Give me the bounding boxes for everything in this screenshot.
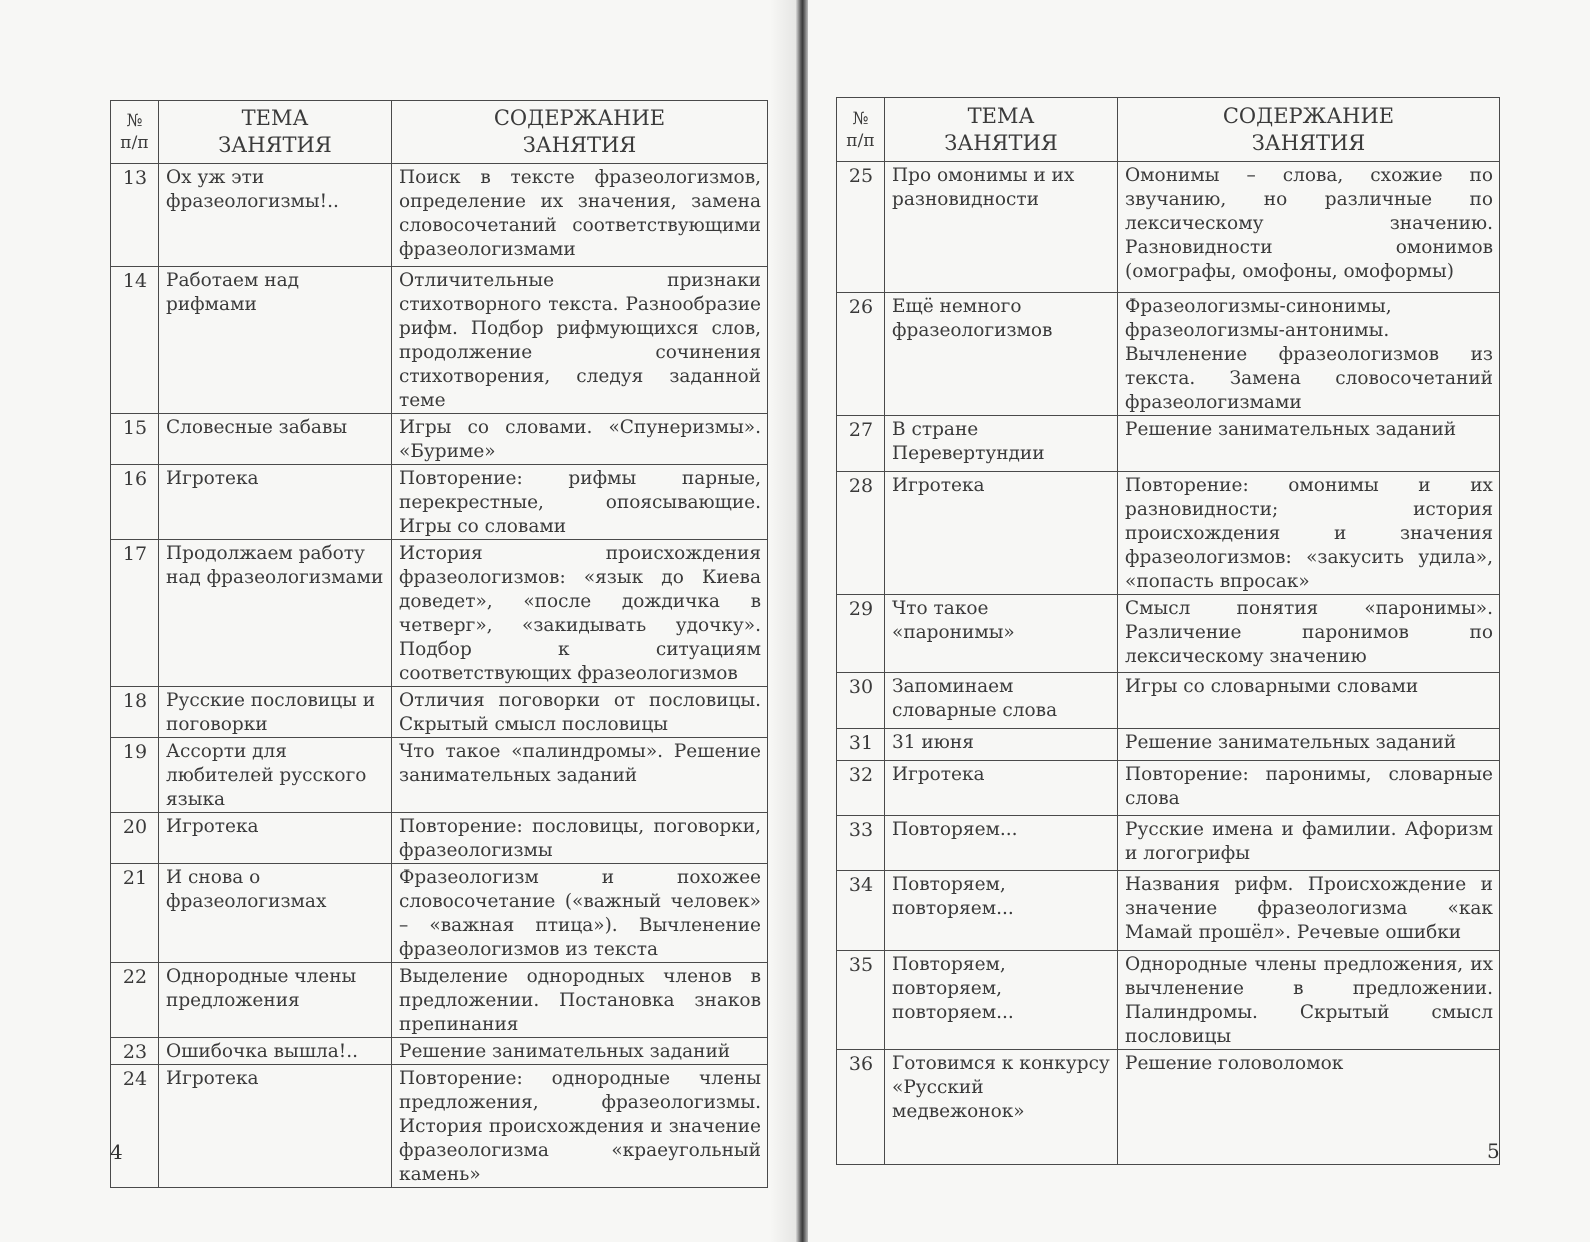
row-content: Игры со словами. «Спунеризмы». «Буриме» (392, 414, 768, 465)
header-number (837, 98, 885, 162)
header-topic (885, 98, 1118, 162)
header-number-line1: № (126, 111, 143, 131)
row-number: 31 (837, 729, 885, 761)
row-content: Что такое «палиндромы». Решение занимательных заданий (392, 738, 768, 813)
row-topic: Ох уж эти фразеологизмы!.. (159, 164, 392, 267)
row-content: История происхождения фразеологизмов: «язык до Киева доведет», «после дождичка в четверг», «закидывать удочку». Подбор к ситуациям соответствующих фразеологизмов (392, 540, 768, 687)
row-content: Названия рифм. Происхождение и значение фразеологизма «как Мамай прошёл». Речевые ошибки (1118, 871, 1500, 951)
row-content: Игры со словарными словами (1118, 673, 1500, 729)
row-topic: Повторяем, повторяем, повторяем... (885, 951, 1118, 1050)
header-content-line2: ЗАНЯТИЯ (1251, 130, 1366, 155)
header-topic-line2: ЗАНЯТИЯ (944, 130, 1058, 155)
row-topic: Игротека (885, 761, 1118, 816)
row-number: 35 (837, 951, 885, 1050)
header-number-line2: п/п (846, 130, 875, 151)
row-topic: Словесные забавы (159, 414, 392, 465)
row-number: 26 (837, 293, 885, 416)
row-topic: Игротека (159, 1065, 392, 1188)
table-row (837, 472, 1500, 595)
header-content (392, 101, 768, 164)
row-topic: Игротека (159, 465, 392, 540)
row-topic: Готовимся к конкурсу «Русский медвежонок» (885, 1050, 1118, 1165)
row-number: 27 (837, 416, 885, 472)
table-row (837, 729, 1500, 761)
row-content: Смысл понятия «паронимы». Различение паронимов по лексическому значению (1118, 595, 1500, 673)
row-topic: Что такое «паронимы» (885, 595, 1118, 673)
lessons-table-left (110, 100, 768, 1188)
table-row (837, 761, 1500, 816)
table-row (837, 1050, 1500, 1165)
header-number (111, 101, 159, 164)
row-number: 21 (111, 864, 159, 963)
table-row (111, 864, 768, 963)
row-content: Решение занимательных заданий (392, 1038, 768, 1065)
row-topic: Ассорти для любителей русского языка (159, 738, 392, 813)
book-spine (796, 0, 808, 1242)
row-content: Решение занимательных заданий (1118, 416, 1500, 472)
row-topic: Запоминаем словарные слова (885, 673, 1118, 729)
header-number-line1: № (852, 108, 869, 129)
row-topic: Про омонимы и их разновидности (885, 162, 1118, 293)
row-number: 32 (837, 761, 885, 816)
table-row (111, 687, 768, 738)
row-content: Отличительные признаки стихотворного текста. Разнообразие рифм. Подбор рифмующихся слов, продолжение сочинения стихотворения, следуя заданной теме (392, 267, 768, 414)
row-content: Однородные члены предложения, их вычленение в предложении. Палиндромы. Скрытый смысл пословицы (1118, 951, 1500, 1050)
row-topic: Повторяем... (885, 816, 1118, 871)
table-row (111, 963, 768, 1038)
row-content: Русские имена и фамилии. Афоризм и логогрифы (1118, 816, 1500, 871)
row-number: 20 (111, 813, 159, 864)
header-number-line2: п/п (120, 133, 149, 153)
row-number: 16 (111, 465, 159, 540)
table-row (111, 1065, 768, 1188)
row-topic: Игротека (885, 472, 1118, 595)
row-number: 36 (837, 1050, 885, 1165)
header-content-line1: СОДЕРЖАНИЕ (493, 106, 666, 130)
row-number: 33 (837, 816, 885, 871)
table-row (111, 164, 768, 267)
row-topic: В стране Перевертундии (885, 416, 1118, 472)
table-header-row (837, 98, 1500, 162)
header-topic (159, 101, 392, 164)
table-row (111, 540, 768, 687)
table-row (111, 1038, 768, 1065)
row-number: 15 (111, 414, 159, 465)
row-content: Решение головоломок (1118, 1050, 1500, 1165)
header-topic-line1: ТЕМА (967, 103, 1035, 128)
row-number: 25 (837, 162, 885, 293)
row-number: 29 (837, 595, 885, 673)
row-number: 14 (111, 267, 159, 414)
table-row (837, 416, 1500, 472)
table-row (111, 267, 768, 414)
table-row (837, 816, 1500, 871)
table-header-row (111, 101, 768, 164)
table-row (837, 293, 1500, 416)
table-row (837, 595, 1500, 673)
row-number: 28 (837, 472, 885, 595)
table-row (111, 465, 768, 540)
page-number-left: 4 (110, 1140, 123, 1164)
row-content: Омонимы – слова, схожие по звучанию, но различные по лексическому значению. Разновидности омонимов (омографы, омофоны, омоформы) (1118, 162, 1500, 293)
table-row (111, 414, 768, 465)
row-number: 17 (111, 540, 159, 687)
table-row (111, 738, 768, 813)
table-row (837, 162, 1500, 293)
row-topic: Игротека (159, 813, 392, 864)
row-content: Решение занимательных заданий (1118, 729, 1500, 761)
table-row (837, 871, 1500, 951)
row-topic: Работаем над рифмами (159, 267, 392, 414)
row-content: Повторение: паронимы, словарные слова (1118, 761, 1500, 816)
row-topic: Ещё немного фразеологизмов (885, 293, 1118, 416)
row-number: 24 (111, 1065, 159, 1188)
row-number: 22 (111, 963, 159, 1038)
row-topic: Однородные члены предложения (159, 963, 392, 1038)
row-topic: Повторяем, повторяем... (885, 871, 1118, 951)
header-topic-line1: ТЕМА (241, 106, 309, 130)
row-topic: 31 июня (885, 729, 1118, 761)
row-content: Выделение однородных членов в предложении. Постановка знаков препинания (392, 963, 768, 1038)
row-topic: Продолжаем работу над фразеологизмами (159, 540, 392, 687)
header-content-line1: СОДЕРЖАНИЕ (1222, 103, 1395, 128)
row-topic: Ошибочка вышла!.. (159, 1038, 392, 1065)
row-content: Отличия поговорки от пословицы. Скрытый смысл пословицы (392, 687, 768, 738)
header-content-line2: ЗАНЯТИЯ (522, 133, 637, 157)
row-number: 13 (111, 164, 159, 267)
header-content (1118, 98, 1500, 162)
row-number: 18 (111, 687, 159, 738)
page-number-right: 5 (1487, 1139, 1500, 1163)
row-content: Повторение: однородные члены предложения, фразеологизмы. История происхождения и значение фразеологизма «краеугольный камень» (392, 1065, 768, 1188)
row-number: 30 (837, 673, 885, 729)
table-row (111, 813, 768, 864)
table-row (837, 951, 1500, 1050)
table-row (837, 673, 1500, 729)
row-number: 19 (111, 738, 159, 813)
row-content: Фразеологизмы-синонимы, фразеологизмы-антонимы. Вычленение фразеологизмов из текста. Замена словосочетаний фразеологизмами (1118, 293, 1500, 416)
row-topic: Русские пословицы и поговорки (159, 687, 392, 738)
header-topic-line2: ЗАНЯТИЯ (218, 133, 332, 157)
row-content: Фразеологизм и похожее словосочетание («важный человек» – «важная птица»). Вычленение фразеологизмов из текста (392, 864, 768, 963)
row-content: Повторение: пословицы, поговорки, фразеологизмы (392, 813, 768, 864)
row-number: 34 (837, 871, 885, 951)
lessons-table-right (836, 97, 1500, 1165)
page-gutter-shadow (770, 0, 796, 1242)
row-content: Повторение: омонимы и их разновидности; история происхождения и значения фразеологизмов: «закусить удила», «попасть впросак» (1118, 472, 1500, 595)
row-topic: И снова о фразеологизмах (159, 864, 392, 963)
row-number: 23 (111, 1038, 159, 1065)
row-content: Повторение: рифмы парные, перекрестные, опоясывающие. Игры со словами (392, 465, 768, 540)
row-content: Поиск в тексте фразеологизмов, определение их значения, замена словосочетаний соответствующими фразеологизмами (392, 164, 768, 267)
